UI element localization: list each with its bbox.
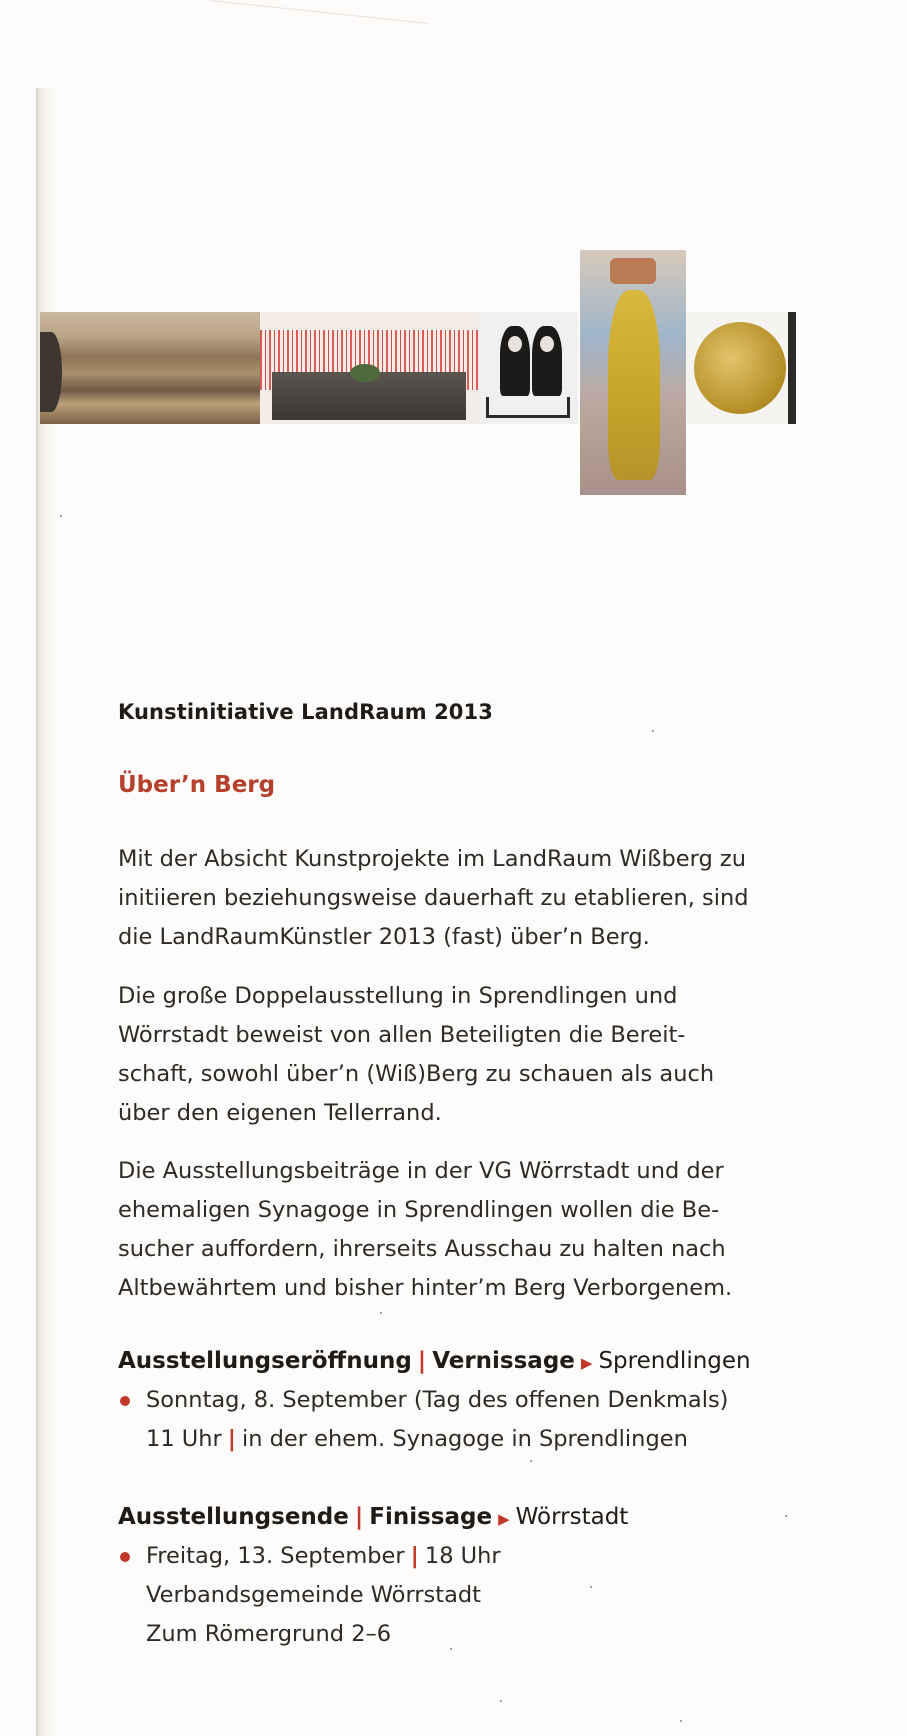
arrow-icon: ▶ <box>580 1354 593 1372</box>
intro-paragraph-3: Die Ausstellungsbeiträge in der VG Wörrstadt und der ehemaligen Synagoge in Sprendlingen wollen die Be-sucher auffordern, ihrerseits Ausschau zu halten nach Altbewährtem und bisher hinter’m Berg Verborgenem. <box>118 1158 733 1301</box>
frame-edge <box>788 312 796 424</box>
separator-bar: | <box>227 1426 236 1452</box>
girl-left <box>500 326 530 396</box>
arrow-icon: ▶ <box>498 1510 510 1528</box>
finissage-date: Freitag, 13. September <box>146 1543 405 1569</box>
vernissage-place: Sprendlingen <box>598 1348 751 1374</box>
vernissage-time-location <box>118 1420 728 1459</box>
bullet-dot-icon <box>120 1396 130 1406</box>
woman-with-basket-image <box>580 250 686 495</box>
finissage-heading <box>118 1499 628 1537</box>
vernissage-location: in der ehem. Synagoge in Sprendlingen <box>241 1426 688 1452</box>
vernissage-title-b: Vernissage <box>432 1348 575 1374</box>
girl-right <box>532 326 562 396</box>
face <box>540 336 554 352</box>
vernissage-date: Sonntag, 8. September (Tag des offenen Denkmals) <box>146 1387 729 1413</box>
finissage-address: Zum Römergrund 2–6 <box>146 1621 392 1647</box>
bullet-dot-icon <box>120 1552 130 1562</box>
finissage-time: 18 Uhr <box>424 1543 501 1569</box>
artwork-image-strip <box>40 250 820 495</box>
finissage-venue: Verbandsgemeinde Wörrstadt <box>146 1582 481 1608</box>
finissage-date-time <box>118 1537 501 1576</box>
finissage-place: Wörrstadt <box>515 1504 629 1530</box>
moss-shape <box>350 364 380 382</box>
gold-coin-image <box>686 312 796 424</box>
coin-shape <box>694 322 786 414</box>
document-subtitle: Über’n Berg <box>118 772 276 798</box>
vernissage-time: 11 Uhr <box>146 1426 222 1452</box>
scan-artifact-line <box>205 0 429 74</box>
separator-bar: | <box>354 1504 364 1530</box>
intro-paragraph-2: Die große Doppelausstellung in Sprendlingen und Wörrstadt beweist von allen Beteiligten die Bereit-schaft, sowohl über’n (Wiß)Berg zu schauen als auch über den eigenen Tellerrand. <box>118 983 715 1126</box>
finissage-title-b: Finissage <box>369 1504 493 1530</box>
intro-paragraph-1: Mit der Absicht Kunstprojekte im LandRaum Wißberg zu initiieren beziehungsweise dauerhaft zu etablieren, sind die LandRaumKünstler 2013 (fast) über’n Berg. <box>118 846 749 950</box>
landscape-painting-image <box>40 312 260 424</box>
vernissage-title-a: Ausstellungseröffnung <box>118 1348 412 1374</box>
separator-bar: | <box>417 1348 427 1374</box>
vernissage-details <box>118 1381 728 1459</box>
red-grass-box-image <box>260 312 478 424</box>
rock-shape <box>40 332 62 412</box>
finissage-details <box>118 1537 501 1654</box>
bench <box>486 397 570 418</box>
finissage-title-a: Ausstellungsende <box>118 1504 349 1530</box>
document-title: Kunstinitiative LandRaum 2013 <box>118 700 493 724</box>
twin-girls-photo-image <box>478 312 578 424</box>
face <box>508 336 522 352</box>
yellow-figure <box>608 290 660 480</box>
vernissage-heading <box>118 1343 751 1381</box>
basket-shape <box>610 258 656 284</box>
separator-bar: | <box>410 1543 419 1569</box>
